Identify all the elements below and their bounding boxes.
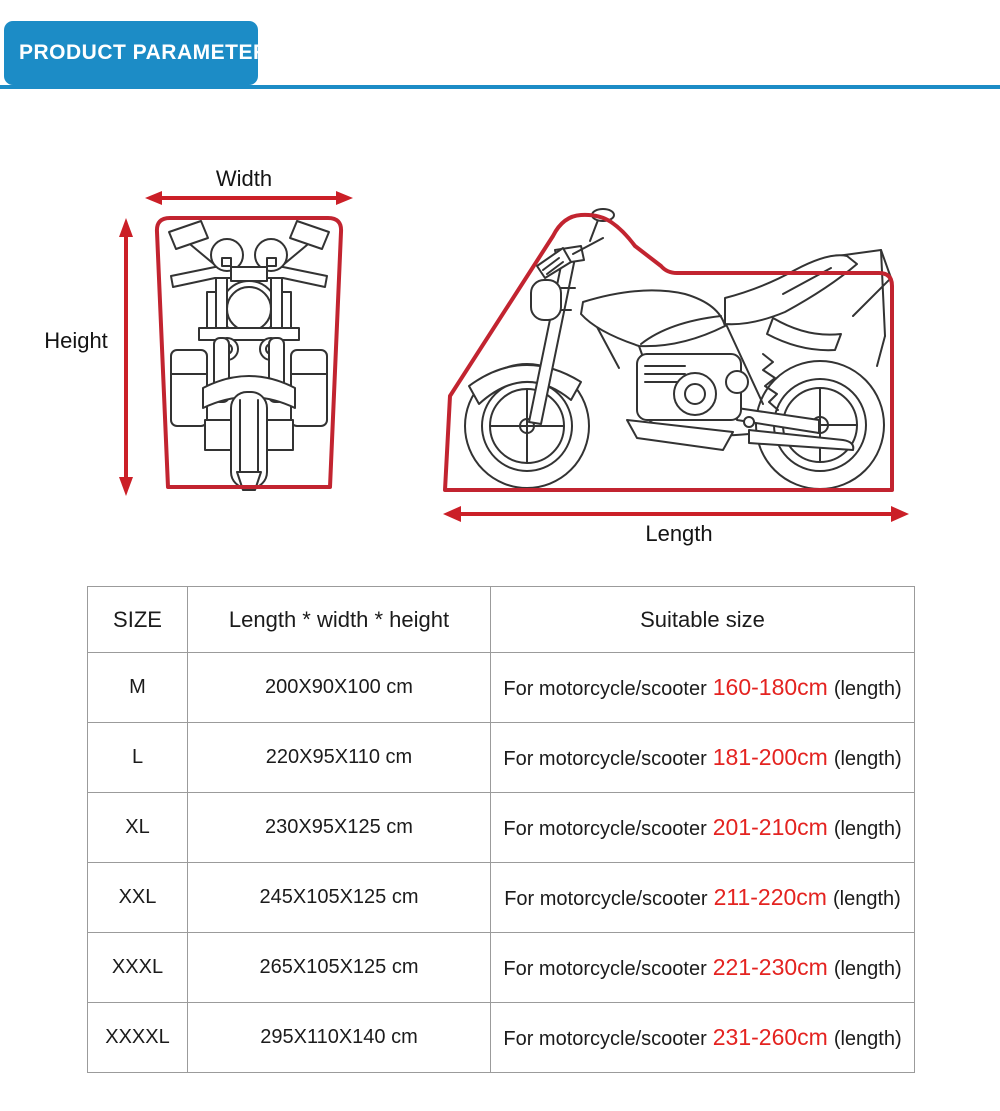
suitable-cell <box>491 653 915 723</box>
suitable-text: For motorcycle/scooter <box>503 1028 707 1050</box>
table-row <box>88 933 915 1003</box>
size-cell: L <box>88 723 188 793</box>
suitable-suffix: (length) <box>833 1028 902 1050</box>
suitable-range: 181-200cm <box>712 744 828 770</box>
suitable-cell <box>491 933 915 1003</box>
motorcycle-front-view-with-cover-icon <box>143 210 355 494</box>
size-cell: XXXL <box>88 933 188 1003</box>
table-row <box>88 863 915 933</box>
suitable-suffix: (length) <box>833 678 902 700</box>
suitable-text: For motorcycle/scooter <box>503 678 707 700</box>
suitable-suffix: (length) <box>833 818 902 840</box>
table-row <box>88 653 915 723</box>
suitable-suffix: (length) <box>833 958 902 980</box>
suitable-cell <box>491 1003 915 1073</box>
suitable-text: For motorcycle/scooter <box>503 958 707 980</box>
dimensions-cell: 265X105X125 cm <box>188 933 491 1003</box>
suitable-text: For motorcycle/scooter <box>504 888 708 910</box>
size-cell: M <box>88 653 188 723</box>
section-banner <box>4 21 284 85</box>
suitable-range: 221-230cm <box>712 954 828 980</box>
suitable-range: 201-210cm <box>712 814 828 840</box>
table-row <box>88 1003 915 1073</box>
height-label: Height <box>44 328 108 353</box>
suitable-range: 160-180cm <box>712 674 828 700</box>
suitable-text: For motorcycle/scooter <box>503 748 707 770</box>
suitable-cell <box>491 863 915 933</box>
header-suitable-size: Suitable size <box>491 587 915 653</box>
suitable-cell <box>491 793 915 863</box>
motorcycle-side-view-with-cover-icon <box>433 196 913 496</box>
suitable-text: For motorcycle/scooter <box>503 818 707 840</box>
suitable-cell <box>491 723 915 793</box>
width-label: Width <box>215 166 273 191</box>
dimensions-cell: 220X95X110 cm <box>188 723 491 793</box>
length-label: Length <box>645 521 713 546</box>
table-header-row <box>88 587 915 653</box>
table-row <box>88 723 915 793</box>
dimensions-cell: 200X90X100 cm <box>188 653 491 723</box>
size-cell: XXL <box>88 863 188 933</box>
width-arrow-icon <box>143 188 355 208</box>
suitable-range: 211-220cm <box>713 884 827 910</box>
size-cell: XL <box>88 793 188 863</box>
size-cell: XXXXL <box>88 1003 188 1073</box>
size-table <box>87 586 915 1073</box>
suitable-suffix: (length) <box>832 888 901 910</box>
dimensions-cell: 230X95X125 cm <box>188 793 491 863</box>
measurement-diagram <box>0 100 1000 570</box>
dimensions-cell: 245X105X125 cm <box>188 863 491 933</box>
header-dimensions: Length * width * height <box>188 587 491 653</box>
dimensions-cell: 295X110X140 cm <box>188 1003 491 1073</box>
height-arrow-icon <box>114 216 138 498</box>
suitable-range: 231-260cm <box>712 1024 828 1050</box>
banner-divider-line <box>0 85 1000 89</box>
header-size: SIZE <box>88 587 188 653</box>
section-title: PRODUCT PARAMETERS <box>19 41 284 64</box>
suitable-suffix: (length) <box>833 748 902 770</box>
table-row <box>88 793 915 863</box>
